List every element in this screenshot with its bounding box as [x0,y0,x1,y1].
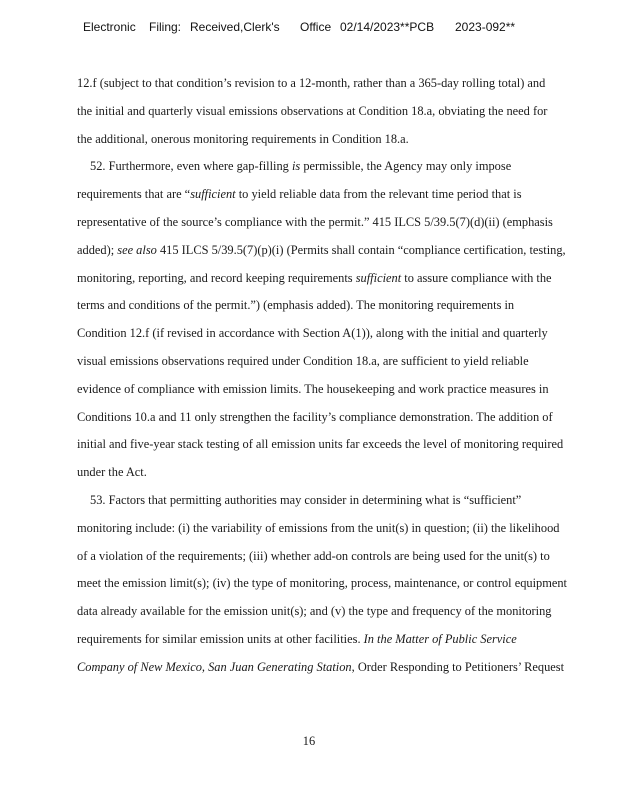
body-text-segment: 53. Factors that permitting authorities may consider in determining what is “sufficient” [90,492,522,507]
italic-text: sufficient [355,270,402,285]
page-number: 16 [302,734,316,748]
italic-text: Company of New Mexico, San Juan Generating Station [77,659,352,674]
body-text-segment: added); [77,242,118,257]
body-line [77,292,605,320]
body-line [77,237,605,265]
body-line [77,153,605,181]
body-text-segment: of a violation of the requirements; (iii) whether add-on controls are being used for the unit(s) to [77,548,550,563]
body-text-segment: evidence of compliance with emission limits. The housekeeping and work practice measures in [77,381,549,396]
italic-text: sufficient [190,187,236,202]
body-text-segment: data already available for the emission unit(s); and (v) the type and frequency of the monitoring [77,604,552,619]
body-line [77,543,605,571]
body-line [77,209,605,237]
header-office: Office [300,20,332,34]
body-line [77,265,605,293]
filing-stamp-header [0,20,618,36]
body-text-segment: monitoring include: (i) the variability of emissions from the unit(s) in question; (ii) the likelihood [77,520,560,535]
header-received-clerk: Received,Clerk's [190,20,280,34]
document-body [77,70,605,682]
italic-text: see also [117,242,157,257]
body-text-segment: permissible, the Agency may only impose [300,159,512,174]
body-line [77,431,605,459]
body-line [77,598,605,626]
body-line [77,70,605,98]
header-filing: Filing: [149,20,182,34]
body-text-segment: monitoring, reporting, and record keeping requirements [77,270,356,285]
body-text-segment: initial and five-year stack testing of all emission units far exceeds the level of monitoring required [77,437,564,452]
body-line [77,570,605,598]
body-line [77,98,605,126]
body-text-segment: 12.f (subject to that condition’s revision to a 12-month, rather than a 365-day rolling total) and [77,76,546,90]
body-line [77,348,605,376]
body-line [77,654,605,682]
body-line [77,626,605,654]
body-line [77,181,605,209]
body-line [77,404,605,432]
body-line [77,320,605,348]
body-line [77,459,605,487]
body-text-segment: Conditions 10.a and 11 only strengthen the facility’s compliance demonstration. The addition of [77,409,553,424]
body-text-segment: 415 ILCS 5/39.5(7)(p)(i) (Permits shall contain “compliance certification, testing, [156,242,566,257]
header-docket: 2023-092** [455,20,516,34]
body-text-segment: visual emissions observations required under Condition 18.a, are sufficient to yield reliable [77,353,529,368]
body-line [77,515,605,543]
body-text-segment: terms and conditions of the permit.”) (emphasis added). The monitoring requirements in [77,298,515,313]
body-line [77,487,605,515]
body-line [77,126,605,154]
body-text-segment: under the Act. [77,465,147,480]
body-text-segment: to assure compliance with the [401,270,552,285]
body-text-segment: meet the emission limit(s); (iv) the type of monitoring, process, maintenance, or control equipment [77,576,567,591]
header-date: 02/14/2023**PCB [340,20,435,34]
body-text-segment: requirements that are “ [77,187,191,202]
body-line [77,376,605,404]
header-electronic: Electronic [83,20,136,34]
body-text-segment: the additional, onerous monitoring requirements in Condition 18.a. [77,131,409,146]
italic-text: is [291,159,301,174]
italic-text: In the Matter of Public Service [363,631,517,646]
body-text-segment: representative of the source’s compliance with the permit.” 415 ILCS 5/39.5(7)(d)(ii) (emphasis [77,214,553,229]
body-text-segment: Condition 12.f (if revised in accordance with Section A(1)), along with the initial and quarterly [77,326,548,341]
body-text-segment: , Order Responding to Petitioners’ Request [351,659,565,674]
body-text-segment: the initial and quarterly visual emissions observations at Condition 18.a, obviating the need for [77,103,548,118]
body-text-segment: to yield reliable data from the relevant time period that is [235,187,522,202]
body-text-segment: requirements for similar emission units at other facilities. [77,631,364,646]
body-text-segment: 52. Furthermore, even where gap-filling [90,159,292,174]
